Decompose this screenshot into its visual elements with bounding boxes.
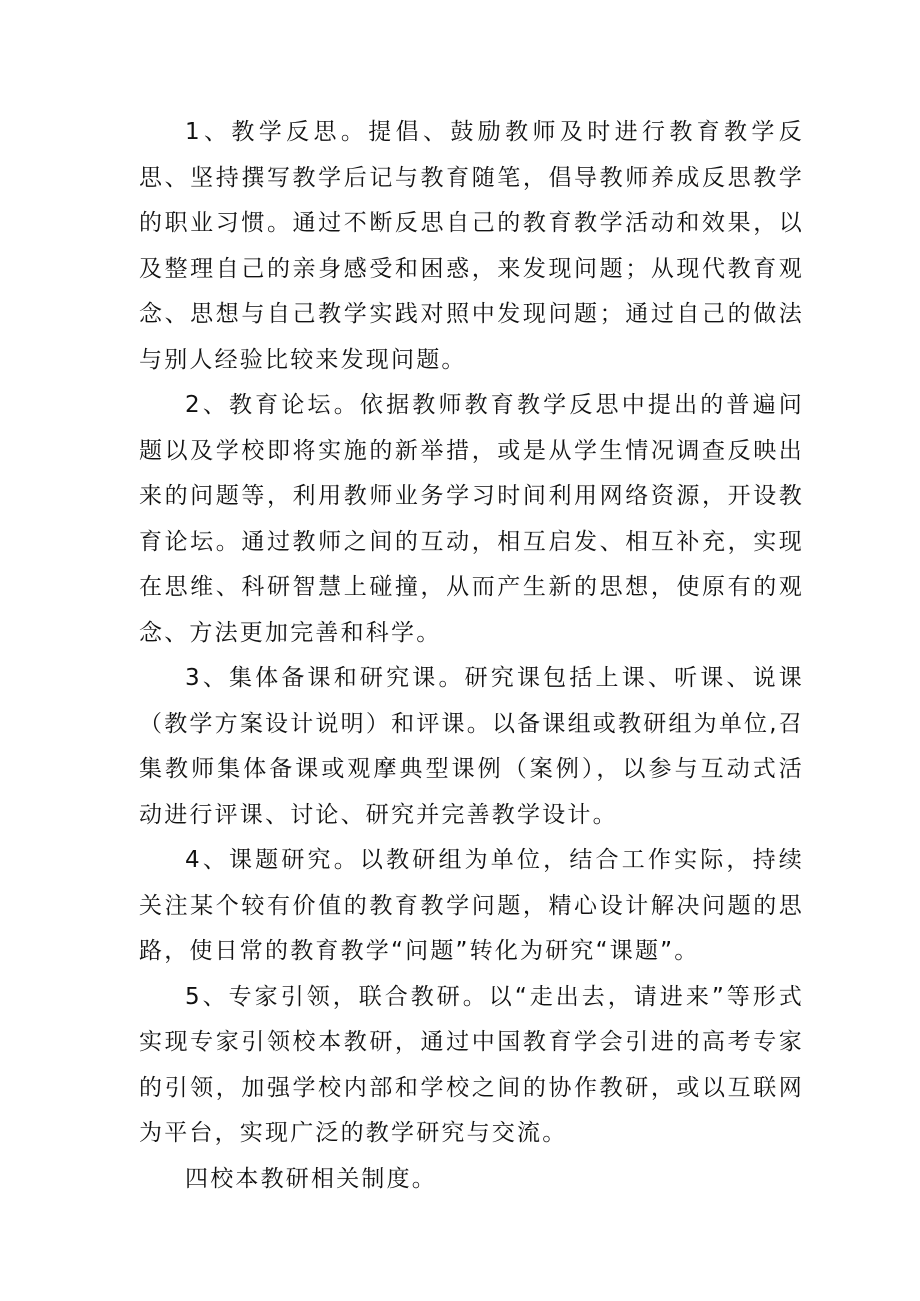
paragraph-education-forum: 2、教育论坛。依据教师教育教学反思中提出的普遍问题以及学校即将实施的新举措，或是从学生情况调查反映出来的问题等，利用教师业务学习时间利用网络资源，开设教育论坛。通过教师之间的互动，相互启发、相互补充，实现在思维、科研智慧上碰撞，从而产生新的思想，使原有的观念、方法更加完善和科学。 [139,392,804,646]
paragraph-expert-guidance: 5、专家引领，联合教研。以“走出去，请进来”等形式实现专家引领校本教研，通过中国教育学会引进的高考专家的引领，加强学校内部和学校之间的协作教研，或以互联网为平台，实现广泛的教学研究与交流。 [139,983,804,1146]
document-body [139,110,804,1202]
paragraph-topic-research: 4、课题研究。以教研组为单位，结合工作实际，持续关注某个较有价值的教育教学问题，精心设计解决问题的思路，使日常的教育教学“问题”转化为研究“课题”。 [139,847,804,964]
paragraph-collective-lesson-prep: 3、集体备课和研究课。研究课包括上课、听课、说课（教学方案设计说明）和评课。以备课组或教研组为单位,召集教师集体备课或观摩典型课例（案例），以参与互动式活动进行评课、讨论、研究并完善教学设计。 [139,665,804,828]
section-heading: 四校本教研相关制度。 [185,1165,437,1192]
paragraph-teaching-reflection: 1、教学反思。提倡、鼓励教师及时进行教育教学反思、坚持撰写教学后记与教育随笔，倡导教师养成反思教学的职业习惯。通过不断反思自己的教育教学活动和效果，以及整理自己的亲身感受和困惑，来发现问题；从现代教育观念、思想与自己教学实践对照中发现问题；通过自己的做法与别人经验比较来发现问题。 [139,119,804,373]
